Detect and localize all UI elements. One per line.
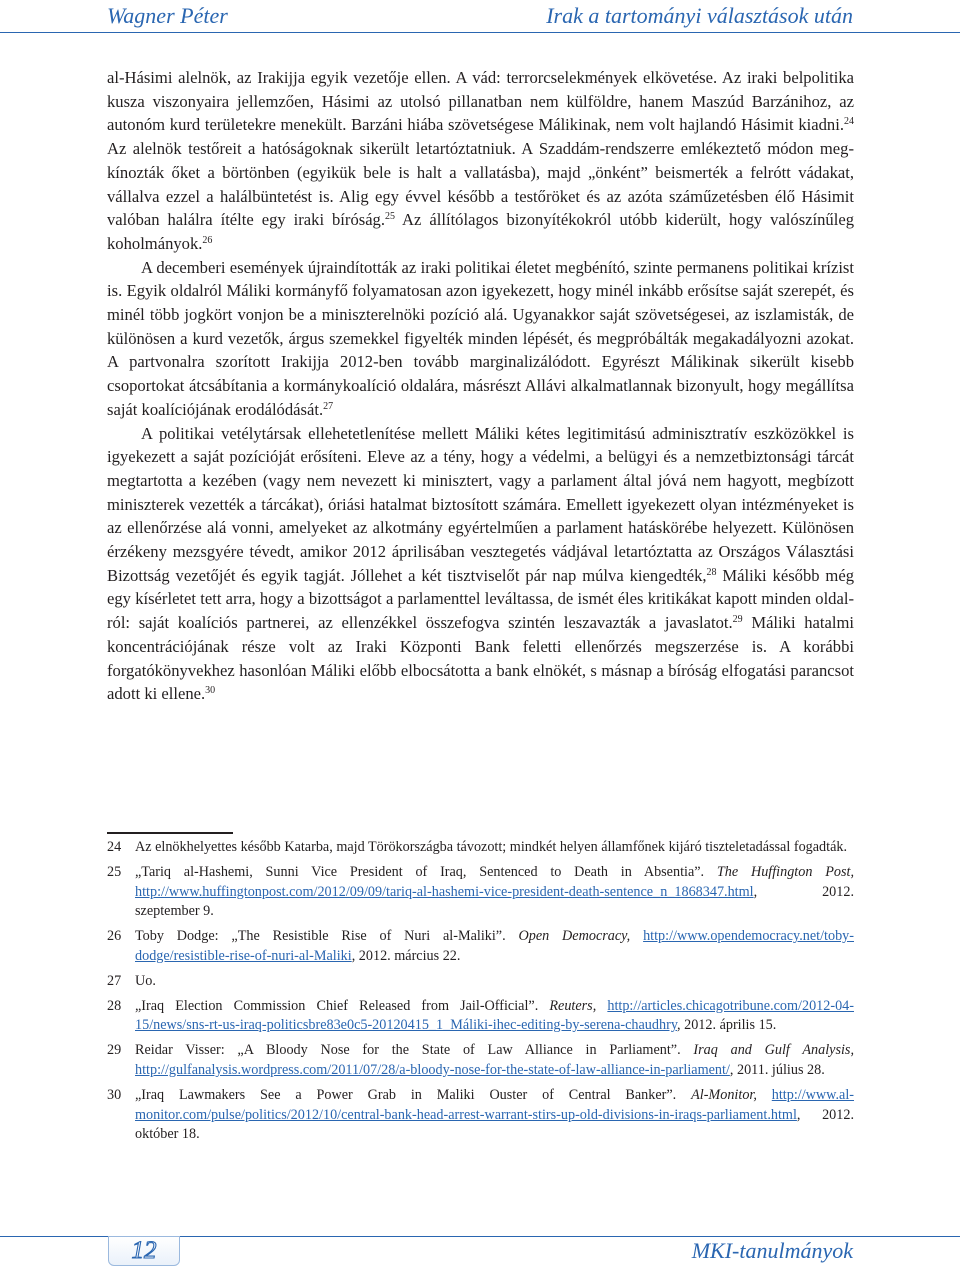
footnote-citation: „Iraq Lawmakers See a Power Grab in Maliki Ouster of Central Banker”. <box>135 1086 692 1103</box>
footnote-link[interactable]: http://www.al-monitor.com/pulse/politics/2012/10/central-bank-head-arrest-warrant-stirs-up-old-divisions-in-iraqs-parliament.html <box>135 1086 854 1123</box>
footnote-citation: „Iraq Election Commission Chief Released from Jail-Official”. <box>135 997 550 1014</box>
paragraph-2-text-a: A decemberi események újraindították az iraki politikai életet megbénító, szinte permanens politikai krízist is. Egyik oldalról Máliki kormányfő folyamatosan azon igyekezett, hogy minél inkább erősítse saját szerepét, és minél több jogkört vonjon be a miniszterelnöki pozíció alá. Ugyanakkor saját szövetségesei, az iszlamisták, de különösen a kurd vezetők, árgus szemekkel figyelték minden lépését, és megpróbálták megakadályozni azokat. A partvonalra szorított Irakijja 2012-ben tovább marginalizálódott. Egyrészt Málikinak sikerült kisebb csoportokat átcsábítania a kormánykoalíció oldalára, másrészt Allávi alkalmatlannak bizonyult, hogy megállítsa saját koalíciójának erodálódását. <box>107 257 854 419</box>
footnote-link[interactable]: http://gulfanalysis.wordpress.com/2011/07/28/a-bloody-nose-for-the-state-of-law-alliance-in-parliament/ <box>135 1061 730 1078</box>
footnote-link[interactable]: http://articles.chicagotribune.com/2012-04-15/news/sns-rt-us-iraq-politicsbre83e0c5-20120415_1_Máliki-ihec-editing-by-serena-chaudhry <box>135 997 854 1034</box>
footnote-number: 24 <box>107 839 122 855</box>
main-text <box>107 66 854 706</box>
footnote <box>107 972 854 992</box>
footnote-text <box>135 927 854 967</box>
footnote <box>107 1086 854 1145</box>
paragraph-2 <box>107 256 854 422</box>
paragraph-3-text-a: A politikai vetélytársak ellehetetlenítése mellett Máliki kétes legitimitású adminisztratív eszközökkel is igyekezett a saját pozícióját erősíteni. Eleve az a tény, hogy a védelmi, a belügyi és a nemzetbiztonsági tárcát megtartotta a kezében (vagy nem nevezett ki minisztert, vagy a parlament által jóvá nem hagyott, megbízott miniszterek vezették a tárcákat), óriási hatalmat biztosított számára. Emellett igyekezett olyan intézményeket is az ellenőrzése alá vonni, amelyeket az alkotmány egyértelműen a parlament hatáskörébe helyezett. Különösen érzékeny mezsgyére tévedt, amikor 2012 áprilisában vesztegetés vádjával letartóztatta az Országos Választási Bizottság vezetőjét és egyik tagját. Jóllehet a két tisztviselőt pár nap múlva kiengedték, <box>107 423 854 585</box>
footnote-number: 26 <box>107 928 122 945</box>
footnote-text: Uo. <box>135 972 156 989</box>
footnote-source: Al-Monitor, <box>691 1086 757 1103</box>
paragraph-1-text-a: al-Hásimi alelnök, az Irakijja egyik vezetője ellen. A vád: terrorcselekmények elkövetése. Az iraki belpolitika kusza viszonyaira jellemzően, Hásimi az utolsó pillanatban nem külföldre, hanem Maszúd Barzánihoz, az autonóm kurd területekre menekült. Barzáni hiába szövetségese Málikinak, nem volt hajlandó Hásimit kiadni. <box>107 68 854 135</box>
footnote-text <box>135 997 854 1037</box>
footnote-ref-25[interactable]: 25 <box>385 211 396 223</box>
footnote-ref-29[interactable]: 29 <box>732 614 743 626</box>
paragraph-3 <box>107 422 854 706</box>
footnote-source: Reuters, <box>549 997 597 1014</box>
page-number: 12 <box>131 1237 157 1264</box>
footnote-number: 25 <box>107 863 122 880</box>
footnote <box>107 927 854 967</box>
footnote-citation: „Tariq al-Hashemi, Sunni Vice President of Iraq, Sentenced to Death in Absentia”. <box>135 863 717 880</box>
footnote-date: , 2012. március 22. <box>351 947 461 964</box>
footnote-separator <box>107 832 233 834</box>
footnote-number: 28 <box>107 997 122 1014</box>
paragraph-1 <box>107 66 854 256</box>
paragraph-3-text-c: Máliki hatalmi koncentrációjának része volt az Iraki Központi Bank feletti ellenőrzés megszerzése is. A korábbi forgatókönyvekhez hasonlóan Máliki előbb elbocsátotta a bank elnökét, s másnap a bíróság elfogatási parancsot adott ki ellene. <box>107 613 854 704</box>
footnote-source: The Huffington Post, <box>716 863 854 880</box>
footnote-ref-26[interactable]: 26 <box>202 234 213 246</box>
footnote-date: , 2011. július 28. <box>729 1061 825 1078</box>
footnote-text <box>135 863 854 922</box>
journal-name: MKI-tanulmányok <box>691 1238 853 1263</box>
footnote-ref-27[interactable]: 27 <box>323 400 334 412</box>
footnote-date: , 2012. szeptember 9. <box>135 883 854 920</box>
footnote <box>107 863 854 922</box>
footnote-text <box>135 1041 854 1081</box>
footnote-number: 29 <box>107 1042 122 1059</box>
paragraph-1-text-c: Az állítólagos bizonyítékokról utóbb kiderült, hogy valószínűleg koholmányok. <box>107 210 854 253</box>
footnote-date: , 2012. október 18. <box>135 1106 854 1143</box>
footnote <box>107 997 854 1037</box>
page-number-tab <box>108 1236 180 1266</box>
footnote-source: Iraq and Gulf Analysis, <box>693 1042 854 1059</box>
paragraph-3-text-b: Máliki később még egy kísérletet tett arra, hogy a bizottságot a parlamenttel leváltassa, de ismét éles kritikákat kapott minden oldalról: saját koalíciós partnerei, az ellenzékkel összefogva szintén leszavazták a javaslatot. <box>107 565 854 633</box>
running-header <box>0 0 960 34</box>
footnote-text <box>135 1086 854 1145</box>
footnote-citation: Toby Dodge: „The Resistible Rise of Nuri al-Maliki”. <box>135 928 519 945</box>
footnotes <box>107 838 854 1150</box>
header-author: Wagner Péter <box>107 3 228 28</box>
header-rule <box>0 32 960 33</box>
header-title: Irak a tartományi választások után <box>546 3 853 28</box>
footnote-link[interactable]: http://www.opendemocracy.net/toby-dodge/resistible-rise-of-nuri-al-Maliki <box>135 928 854 964</box>
footnote-text: Az elnökhelyettes később Katarba, majd Törökországba távozott; mindkét helyen államfőnek kijáró tiszteletadással fogadták. <box>135 839 848 855</box>
footnote-ref-24[interactable]: 24 <box>844 116 854 128</box>
footnote-number: 27 <box>107 972 122 989</box>
footnote-citation: Reidar Visser: „A Bloody Nose for the State of Law Alliance in Parliament”. <box>135 1042 694 1059</box>
footnote <box>107 838 854 858</box>
footnote-ref-28[interactable]: 28 <box>706 566 717 578</box>
footnote <box>107 1041 854 1081</box>
footnote-source: Open Democracy, <box>518 928 631 945</box>
paragraph-1-text-b: Az alelnök testőreit a hatóságoknak sikerült letartóztatniuk. A Szaddám-rendszerre emlékeztető módon megkínozták őket a börtönben (egyikük bele is halt a vallatásba), majd „önként” beismerték a felrótt vádakat, vállalva ezzel a halálbüntetést is. Alig egy évvel később a testőröket és az azóta száműzetésben élő Hásimit valóban halálra ítélte egy iraki bíróság. <box>107 139 854 230</box>
footnote-link[interactable]: http://www.huffingtonpost.com/2012/09/09/tariq-al-hashemi-vice-president-death-sentence_n_1868347.html <box>135 883 754 900</box>
footnote-ref-30[interactable]: 30 <box>205 685 216 697</box>
footnote-number: 30 <box>107 1086 122 1103</box>
footnote-date: , 2012. április 15. <box>677 1017 777 1034</box>
